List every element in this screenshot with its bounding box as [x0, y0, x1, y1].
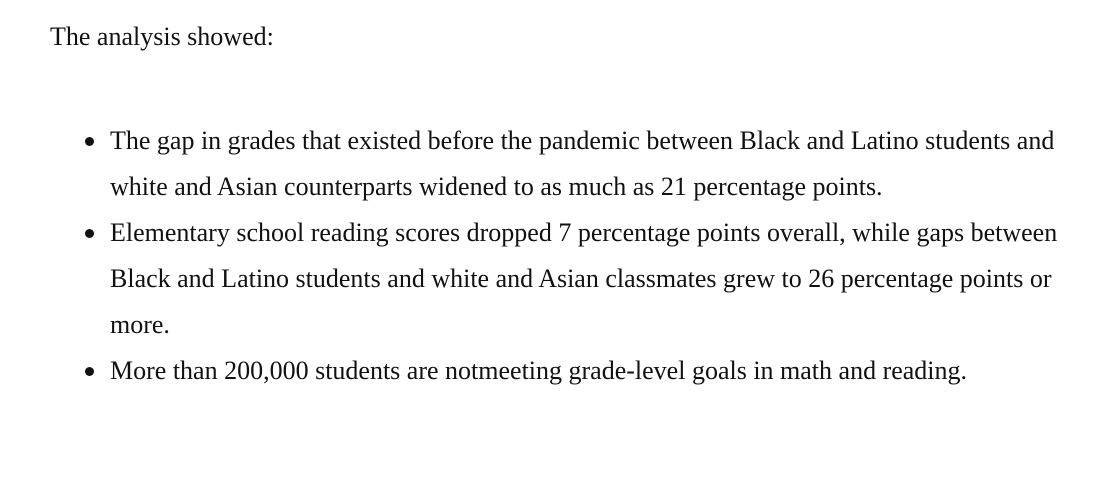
bullet-icon: [85, 229, 94, 238]
list-item-text: Elementary school reading scores dropped 7 percentage points overall, while gaps between Black and Latino students and white and Asian classmates grew to 26 percentage points or more.: [110, 218, 1058, 339]
list-item: [50, 210, 1080, 348]
bullet-icon: [85, 367, 94, 376]
article-body: [50, 14, 1090, 394]
list-item-text: More than 200,000 students are notmeeting grade-level goals in math and reading.: [110, 356, 968, 385]
list-item: [50, 118, 1080, 210]
findings-list: [50, 118, 1090, 394]
list-item-text: The gap in grades that existed before the pandemic between Black and Latino students and white and Asian counterparts widened to as much as 21 percentage points.: [110, 126, 1055, 201]
bullet-icon: [85, 137, 94, 146]
intro-paragraph: The analysis showed:: [50, 22, 274, 51]
list-item: [50, 348, 1080, 394]
